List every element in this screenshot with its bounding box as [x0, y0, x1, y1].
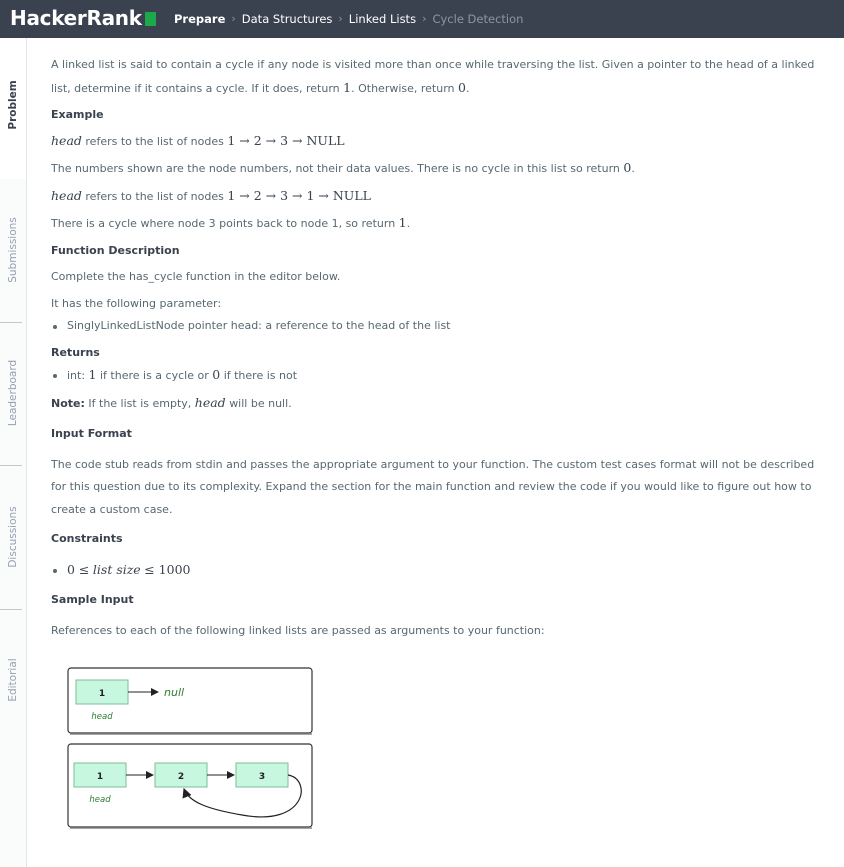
constraints-heading: Constraints	[51, 532, 123, 545]
tab-problem-label: Problem	[7, 80, 19, 130]
list-b-node-2-label: 2	[177, 772, 185, 782]
list-b-node-1-label: 1	[96, 772, 104, 782]
function-description-text: Complete the has_cycle function in the editor below.	[51, 270, 341, 283]
parameters-intro: It has the following parameter:	[51, 296, 222, 310]
tab-discussions-label: Discussions	[7, 506, 19, 568]
sample-input-diagram	[67, 667, 317, 831]
example-heading: Example	[51, 108, 104, 121]
tab-submissions-label: Submissions	[7, 217, 19, 283]
problem-statement	[51, 54, 821, 642]
returns-heading: Returns	[51, 345, 100, 359]
list-a-null-label: null	[164, 686, 185, 699]
sample-input-heading: Sample Input	[51, 593, 134, 606]
tab-problem[interactable]	[0, 38, 26, 179]
returns-text: int: 1 if there is a cycle or 0 if there is not	[51, 364, 821, 388]
breadcrumb	[174, 11, 523, 26]
logo-text: HackerRank	[10, 6, 142, 30]
sidebar-divider	[0, 609, 22, 610]
example-list-2: head refers to the list of nodes 1 → 2 → 3 → 1 → NULL	[51, 187, 371, 203]
list-1-nodes: 1 → 2 → 3 → NULL	[227, 132, 345, 148]
logo-block-icon	[145, 12, 156, 26]
chevron-right-icon: ›	[231, 12, 236, 25]
list-2-nodes: 1 → 2 → 3 → 1 → NULL	[227, 187, 371, 203]
list-b-head-label: head	[89, 795, 111, 805]
breadcrumb-data-structures[interactable]: Data Structures	[241, 11, 333, 26]
function-description-heading: Function Description	[51, 243, 180, 257]
list-a-node-1-label: 1	[98, 689, 106, 699]
sidebar-divider	[0, 465, 22, 466]
intro-paragraph: A linked list is said to contain a cycle if any node is visited more than once while traversing the list. Given a pointer to the head of a linked list, determine if it contains a cycle. If it does, return 1. Otherwise, return 0.	[51, 58, 815, 95]
note-text: Note: If the list is empty, head will be null.	[51, 394, 292, 410]
example-list-1: head refers to the list of nodes 1 → 2 → 3 → NULL	[51, 132, 345, 148]
chevron-right-icon: ›	[338, 12, 343, 25]
breadcrumb-prepare[interactable]: Prepare	[174, 11, 226, 26]
tab-editorial[interactable]	[0, 611, 26, 753]
sample-input-text: References to each of the following linked lists are passed as arguments to your function:	[51, 623, 545, 637]
input-format-heading: Input Format	[51, 427, 132, 440]
input-format-text: The code stub reads from stdin and passes the appropriate argument to your function. The custom test cases format will not be described for this question due to its complexity. Expand the section for the main function and review the code if you would like to figure out how to create a custom case.	[51, 457, 815, 516]
list-a-head-label: head	[91, 712, 113, 722]
no-cycle-explanation: The numbers shown are the node numbers, not their data values. There is no cycle in this list so return 0.	[51, 160, 635, 175]
breadcrumb-linked-lists[interactable]: Linked Lists	[348, 11, 417, 26]
hackerrank-logo[interactable]	[10, 6, 156, 30]
sidebar-divider	[0, 322, 22, 323]
challenge-sidebar	[0, 38, 27, 867]
cycle-explanation: There is a cycle where node 3 points back to node 1, so return 1.	[51, 215, 411, 230]
constraint-list-size: 0 ≤ list size ≤ 1000	[51, 559, 821, 583]
chevron-right-icon: ›	[422, 12, 427, 25]
list-b-node-3-label: 3	[258, 772, 266, 782]
tab-editorial-label: Editorial	[7, 658, 19, 702]
tab-leaderboard-label: Leaderboard	[7, 359, 19, 427]
tab-submissions[interactable]	[0, 180, 26, 322]
parameter-head: SinglyLinkedListNode pointer head: a reference to the head of the list	[51, 315, 821, 338]
breadcrumb-cycle-detection: Cycle Detection	[432, 11, 524, 26]
top-nav-bar	[0, 0, 844, 38]
tab-discussions[interactable]	[0, 467, 26, 609]
tab-leaderboard[interactable]	[0, 324, 26, 465]
